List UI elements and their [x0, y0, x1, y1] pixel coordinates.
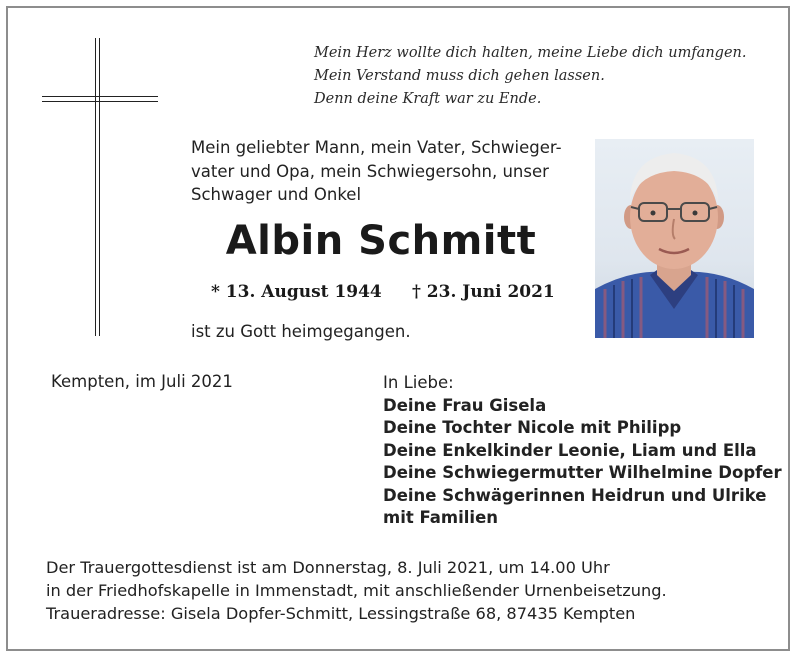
family-member: Deine Enkelkinder Leonie, Liam und Ella	[383, 440, 757, 460]
family-signatures	[383, 372, 783, 530]
poem	[314, 42, 774, 111]
service-info	[46, 556, 766, 625]
service-line: Traueradresse: Gisela Dopfer-Schmitt, Lessingstraße 68, 87435 Kempten	[46, 604, 636, 623]
service-line: in der Friedhofskapelle in Immenstadt, mit anschließender Urnenbeisetzung.	[46, 581, 667, 600]
intro-line: Mein geliebter Mann, mein Vater, Schwieger-	[191, 138, 562, 157]
family-member: Deine Frau Gisela	[383, 395, 547, 415]
service-line: Der Trauergottesdienst ist am Donnerstag, 8. Juli 2021, um 14.00 Uhr	[46, 558, 610, 577]
intro-line: Schwager und Onkel	[191, 185, 362, 204]
intro-text	[191, 136, 591, 207]
death-date: † 23. Juni 2021	[412, 282, 555, 302]
deceased-name: Albin Schmitt	[225, 218, 537, 264]
place-and-date: Kempten, im Juli 2021	[51, 372, 233, 391]
family-lead: In Liebe:	[383, 373, 454, 392]
cross-icon	[42, 38, 158, 338]
poem-line: Denn deine Kraft war zu Ende.	[314, 91, 542, 107]
family-member: mit Familien	[383, 508, 499, 527]
family-member: Deine Schwägerinnen Heidrun und Ulrike	[383, 485, 767, 505]
family-member: Deine Schwiegermutter Wilhelmine Dopfer	[383, 463, 782, 482]
portrait-photo	[595, 139, 754, 338]
poem-line: Mein Herz wollte dich halten, meine Liebe dich umfangen.	[314, 45, 747, 61]
intro-line: vater und Opa, mein Schwiegersohn, unser	[191, 161, 549, 181]
passed-away-text: ist zu Gott heimgegangen.	[191, 322, 411, 341]
family-member: Deine Tochter Nicole mit Philipp	[383, 418, 682, 437]
birth-date: * 13. August 1944	[211, 282, 382, 302]
poem-line: Mein Verstand muss dich gehen lassen.	[314, 68, 605, 84]
